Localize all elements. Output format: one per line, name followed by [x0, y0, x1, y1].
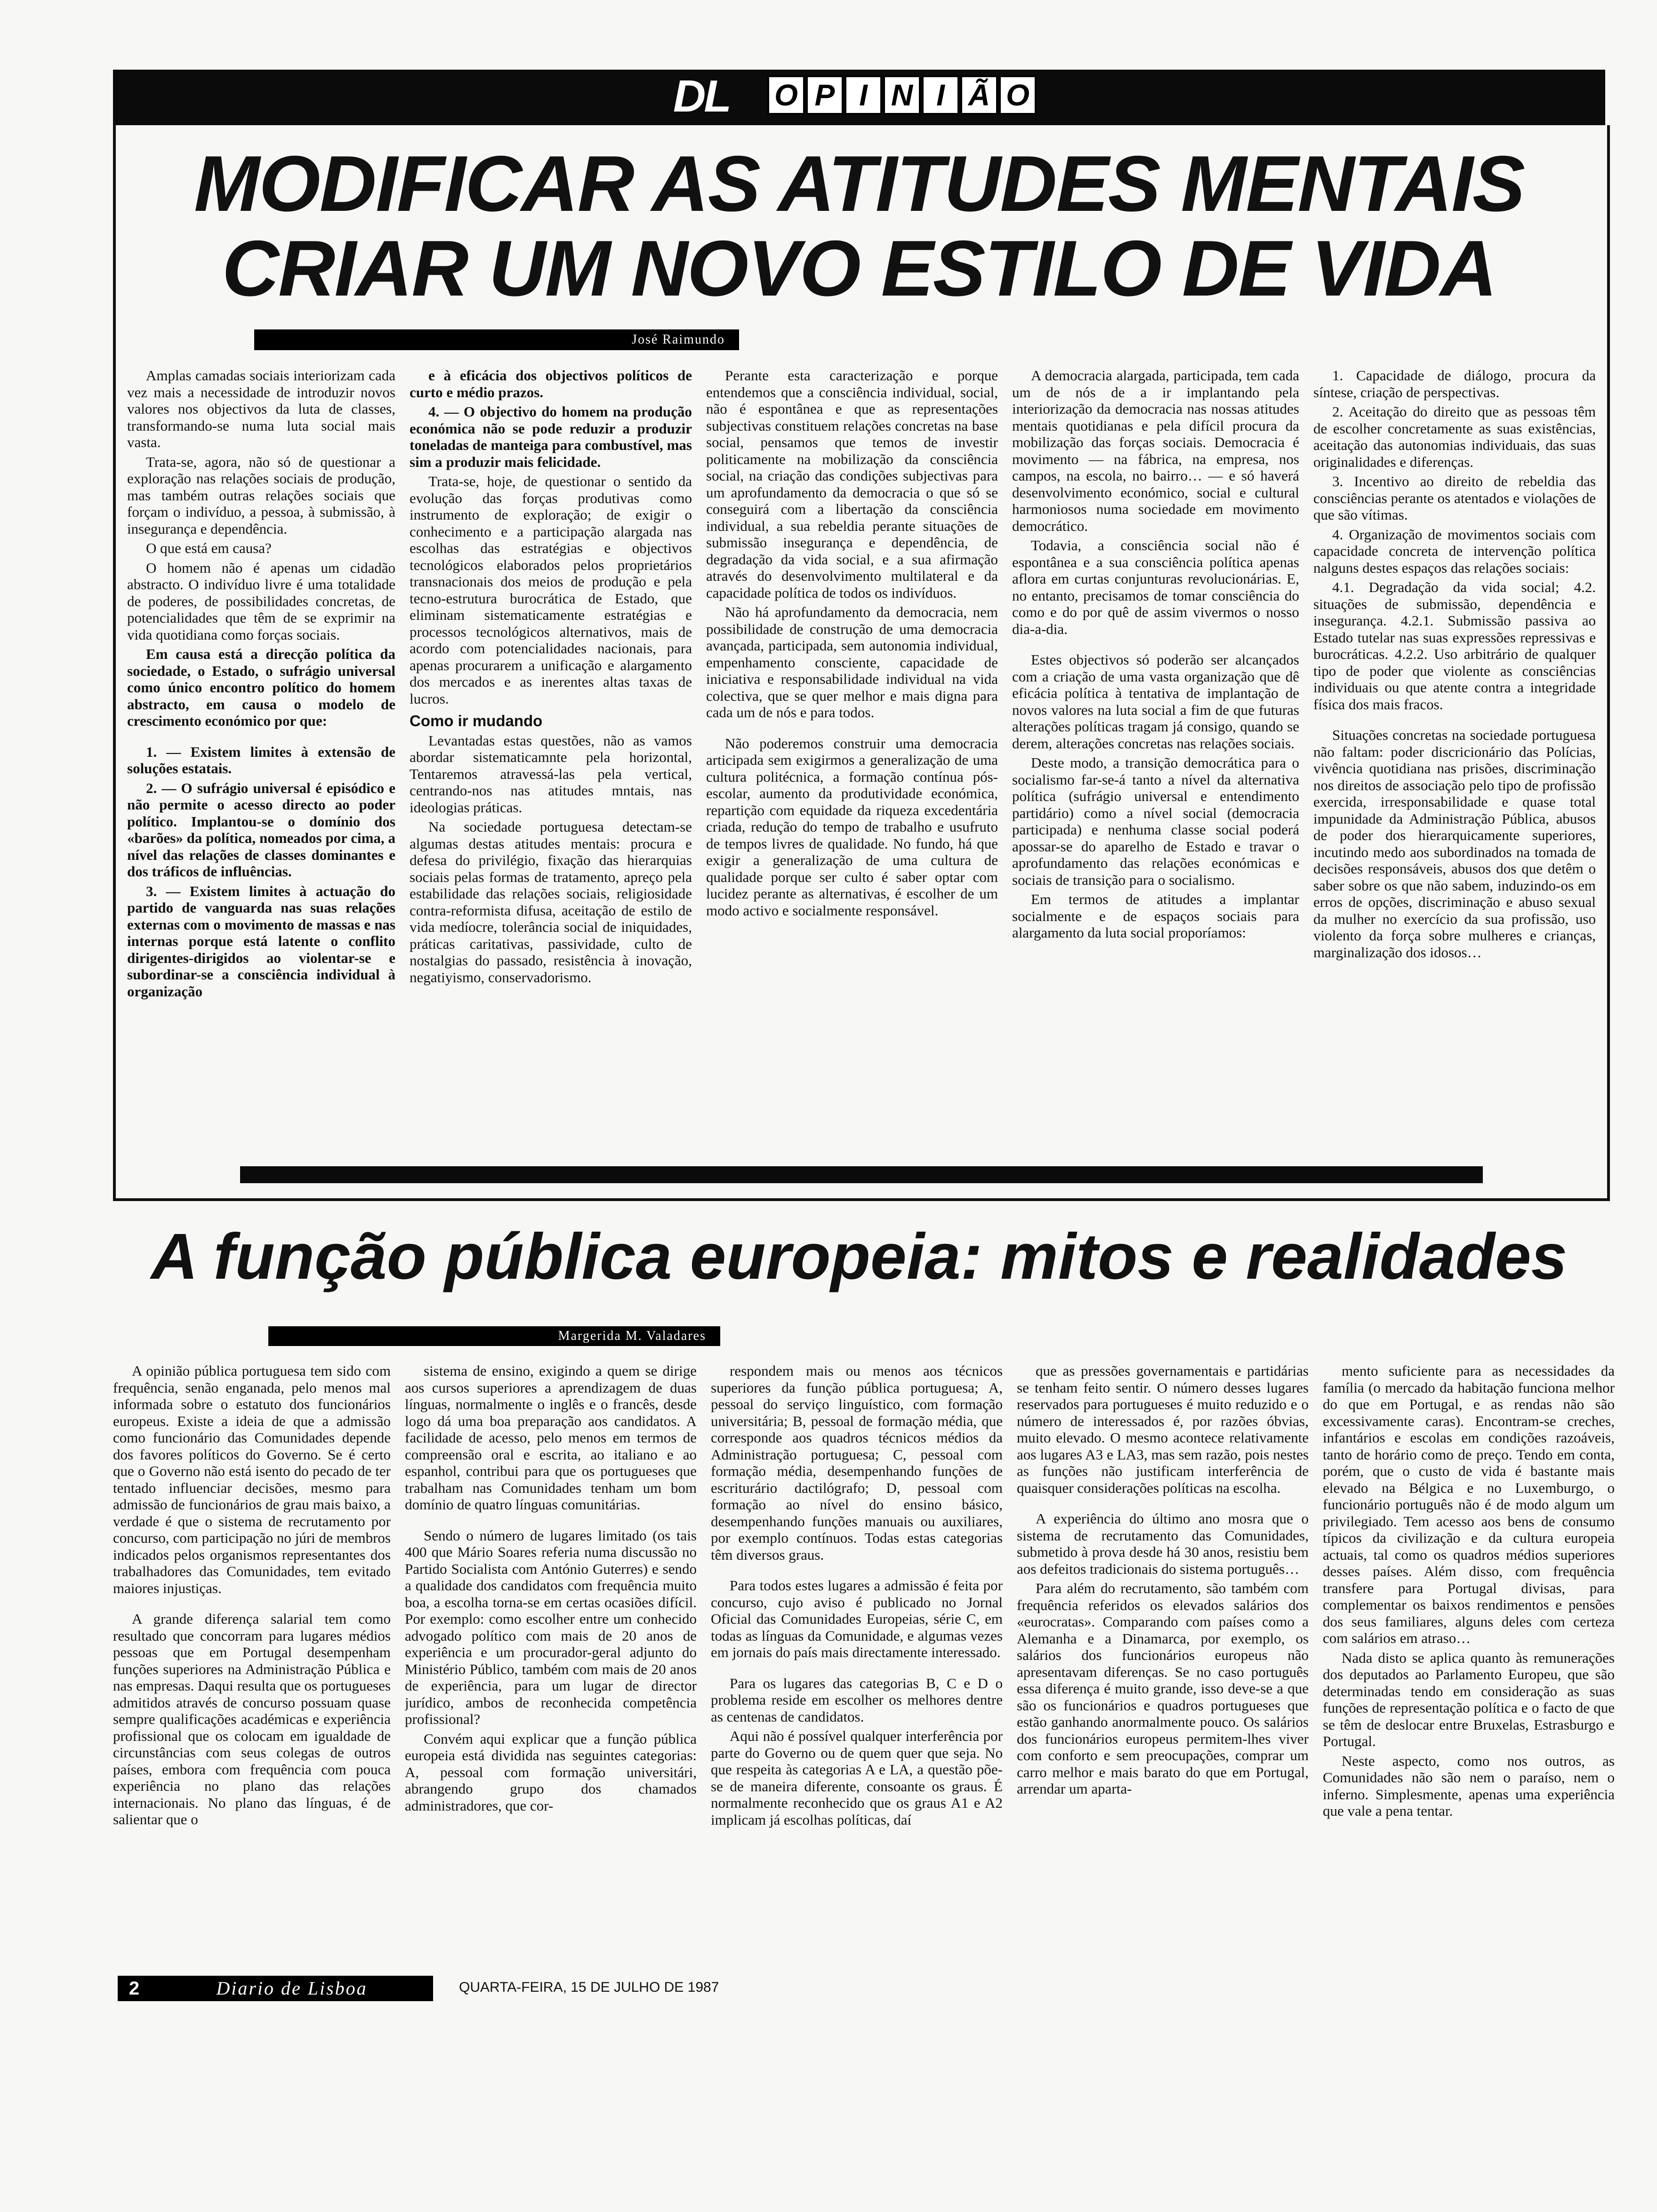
- masthead-logo: Diario de Lisboa: [151, 1976, 433, 2001]
- paragraph: Estes objectivos só poderão ser alcançados com a criação de uma vasta organização que dê eficácia política à tentativa de implantação de novos valores na luta social a fim de que futuras alterações políticas tragam já consigo, quando se derem, alterações concretas nas relações sociais.: [1012, 651, 1299, 752]
- paragraph: 2. — O sufrágio universal é episódico e não permite o acesso directo ao poder político. Implantou-se o domínio dos «barões» da política, nomeados por cima, a nível das relações de classes dominantes e dos tráficos de influências.: [127, 779, 395, 880]
- article-2-column-2: [405, 1362, 697, 1970]
- section-letter: I: [922, 75, 959, 115]
- paragraph: Para todos estes lugares a admissão é feita por concurso, cujo aviso é publicado no Jornal Oficial das Comunidades Europeias, série C, em todas as línguas da Comunidade, e algumas vezes em jornais do país mais directamente interessado.: [711, 1577, 1003, 1660]
- paragraph: Na sociedade portuguesa detectam-se algumas destas atitudes mentais: procura e defesa do privilégio, fixação das hierarquias sociais pelas formas de tratamento, apreço pela estabilidade das relações sociais, religiosidade contra-reformista difusa, aceitação de estilo de vida medíocre, tolerância social de iniquidades, práticas caritativas, passividade, culto de nostalgias do passado, resistência à inovação, negatiyismo, conservadorismo.: [410, 818, 692, 986]
- paragraph: A opinião pública portuguesa tem sido com frequência, senão enganada, pelo menos mal informada sobre o estatuto dos funcionários europeus. Existe a ideia de que a admissão como funcionário das Comunidades depende dos favores políticos do Governo. Se é certo que o Governo não está isento do pecado de ter tentado influenciar decisões, mesmo para admissão de funcionários de grau mais baixo, a verdade é que o sistema de recrutamento por concurso, com participação no júri de membros indicados pelos organismos representantes dos trabalhadores das Comunidades, tem evitado maiores injustiças.: [113, 1362, 391, 1596]
- paragraph: Aqui não é possível qualquer interferência por parte do Governo ou de quem quer que seja. No que respeita às categorias A e LA, a questão põe-se de maneira diferente, consoante os graus. É normalmente reconhecido que os graus A1 e A2 implicam já escolhas políticas, daí: [711, 1728, 1003, 1828]
- paragraph: Sendo o número de lugares limitado (os tais 400 que Mário Soares referia numa discussão no Partido Socialista com António Guterres) e sendo a qualidade dos candidatos com frequência muito boa, a escolha torna-se em certas ocasiões difícil. Por exemplo: como escolher entre um conhecido advogado político com mais de 20 anos de experiência e um procurador-geral adjunto do Ministério Público, também com mais de 20 anos de experiência, para um lugar de director jurídico, ambos de reconhecida competência profissional?: [405, 1527, 697, 1727]
- paragraph: Neste aspecto, como nos outros, as Comunidades não são nem o paraíso, nem o inferno. Simplesmente, apenas uma experiência que vale a pena tentar.: [1323, 1752, 1615, 1819]
- article-1-column-4: [1012, 367, 1299, 1177]
- section-letter: O: [767, 75, 805, 115]
- section-letter: Ã: [960, 75, 998, 115]
- article-1-headline-line-2: CRIAR UM NOVO ESTILO DE VIDA: [222, 224, 1496, 313]
- article-2-column-3: [711, 1362, 1003, 1970]
- paragraph: Perante esta caracterização e porque entendemos que a consciência individual, social, não é espontânea e que as representações subjectivas constituem relações concretas na base social, pensamos que temos de investir politicamente na mobilização da consciência social, na criação das condições subjectivas para um aprofundamento da democracia o que só se conseguirá com a libertação da consciência individual, a sua rebeldia perante situações de submissão insegurança e dependência, de degradação da vida social, e a sua afirmação através do desenvolvimento multilateral e da capacidade política de todos os indivíduos.: [706, 367, 998, 601]
- paragraph: 1. Capacidade de diálogo, procura da síntese, criação de perspectivas.: [1313, 367, 1596, 401]
- section-letter: I: [845, 75, 882, 115]
- paragraph: 4. Organização de movimentos sociais com capacidade concreta de intervenção política nalguns destes espaços das relações sociais:: [1313, 526, 1596, 576]
- section-letter: N: [883, 75, 921, 115]
- article-1-column-2: [410, 367, 692, 1177]
- section-divider-bar: [240, 1166, 1483, 1183]
- article-2-column-4: [1017, 1362, 1309, 1970]
- paragraph: A experiência do último ano mosra que o sistema de recrutamento das Comunidades, submetido à prova desde há 30 anos, resistiu bem aos defeitos tradicionais do sistema português…: [1017, 1510, 1309, 1577]
- paragraph: Deste modo, a transição democrática para o socialismo far-se-á tanto a nível da alternativa política (sufrágio universal e entendimento partidário) como a nível social (democracia participada) e nenhuma classe social poderá apossar-se do aparelho de Estado e travar o aprofundamento das relações económicas e sociais de transição para o socialismo.: [1012, 754, 1299, 888]
- article-2-column-1: [113, 1362, 391, 1970]
- article-2-column-5: [1323, 1362, 1615, 1970]
- publication-date: QUARTA-FEIRA, 15 DE JULHO DE 1987: [459, 1980, 719, 1995]
- paragraph: Amplas camadas sociais interiorizam cada vez mais a necessidade de introduzir novos valores nos objectivos da luta de classes, transformando-se numa luta social mais vasta.: [127, 367, 395, 450]
- paragraph: sistema de ensino, exigindo a quem se dirige aos cursos superiores a aprendizagem de duas línguas, normalmente o inglês e o francês, desde logo dá uma boa preparação aos candidatos. A facilidade de acesso, pelo menos em termos de compreensão oral e escrita, ao italiano e ao espanhol, contribui para que os portugueses que trabalham nas Comunidades tenham um bom domínio de quatro línguas comunitárias.: [405, 1362, 697, 1513]
- paragraph: 1. — Existem limites à extensão de soluções estatais.: [127, 743, 395, 777]
- paragraph: 4. — O objectivo do homem na produção económica não se pode reduzir a produzir toneladas de manteiga para combustível, mas sim a produzir mais felicidade.: [410, 403, 692, 470]
- paragraph: respondem mais ou menos aos técnicos superiores da função pública portuguesa; A, pessoal do serviço linguístico, com formação universitária; B, pessoal de formação média, que corresponde aos quadros técnicos médios da Administração portuguesa; C, pessoal com formação média, desempenhando funções de escriturário dactilógrafo; D, pessoal com formação ao nível do ensino básico, desempenhando funções manuais ou auxiliares, por exemplo contínuos. Todas estas categorias têm diversos graus.: [711, 1362, 1003, 1563]
- paragraph: Convém aqui explicar que a função pública europeia está dividida nas seguintes categorias: A, pessoal com formação universitári, abrangendo grupo dos chamados administradores, que cor-: [405, 1730, 697, 1814]
- paragraph: 3. — Existem limites à actuação do partido de vanguarda nas suas relações externas com o movimento de massas e nas internas porque está latente o conflito dirigentes-dirigidos ao violentar-se e subordinar-se a consciência individual à organização: [127, 882, 395, 1000]
- paragraph: Situações concretas na sociedade portuguesa não faltam: poder discricionário das Polícias, vivência quotidiana nas prisões, discriminação nos direitos de associação pelo tipo de profissão exercida, irresponsabilidade e quase total impunidade da Administração Pública, abusos de poder dos hierarquicamente superiores, incutindo medo aos subordinados na tomada de decisões responsáveis, abusos dos que detêm o saber sobre os que não sabem, induzindo-os em erros de opções, discriminação e abuso sexual da mulher no exercício da sua profissão, uso violento da força sobre mulheres e crianças, marginalização dos idosos…: [1313, 727, 1596, 961]
- section-letter: O: [999, 75, 1037, 115]
- paragraph: e à eficácia dos objectivos políticos de curto e médio prazos.: [410, 367, 692, 401]
- paragraph: Todavia, a consciência social não é espontânea e a sua consciência política apenas aflora em curtas conjunturas revolucionárias. E, no entanto, precisamos de tomar consciência do como e do por quê de assim vivermos o nosso dia-a-dia.: [1012, 537, 1299, 637]
- paragraph: Não há aprofundamento da democracia, nem possibilidade de construção de uma democracia avançada, participada, sem autonomia individual, empenhamento consciente, capacidade de iniciativa e responsabilidade individual na vida colectiva, que se quer melhor e mais digna para cada um de nós e para todos.: [706, 604, 998, 721]
- paragraph: 3. Incentivo ao direito de rebeldia das consciências perante os atentados e violações de que são vítimas.: [1313, 473, 1596, 523]
- section-letter: P: [806, 75, 844, 115]
- paragraph: Em termos de atitudes a implantar socialmente e de espaços sociais para alargamento da luta social proporíamos:: [1012, 891, 1299, 941]
- paragraph: Não poderemos construir uma democracia articipada sem exigirmos a generalização de uma cultura politécnica, a formação contínua pós-escolar, aumento da produtividade económica, repartição com equidade da riqueza excedentária criada, redução do tempo de trabalho e usufruto de tempos livres de qualidade. No fundo, há que exigir a generalização de uma cultura de qualidade porque ser culto é saber optar com lucidez perante as alternativas, é escolher de um modo activo e socialmente responsável.: [706, 735, 998, 919]
- article-1-byline: José Raimundo: [254, 329, 739, 350]
- paragraph: Em causa está a direcção política da sociedade, o Estado, o sufrágio universal como único encontro político do homem abstracto, em causa o modelo de crescimento económico por que:: [127, 646, 395, 729]
- article-1-column-3: [706, 367, 998, 1177]
- paragraph: Para além do recrutamento, são também com frequência referidos os elevados salários dos «eurocratas». Comparando com países como a Alemanha e a Dinamarca, por exemplo, os salários dos funcionários europeus não apresentavam diferenças. Se no caso português essa diferença é muito grande, isso deve-se a que são os funcionários e quadros portugueses que estão ganhando anormalmente pouco. Os salários dos funcionários europeus permitem-lhes viver com conforto e sem preocupações, comprar um carro melhor e mais barato do que em Portugal, arrendar um aparta-: [1017, 1580, 1309, 1797]
- paragraph: 4.1. Degradação da vida social; 4.2. situações de submissão, dependência e insegurança. 4.2.1. Submissão passiva ao Estado tutelar nas suas expressões repressivas e burocráticas. 4.2.2. Uso arbitrário de qualquer tipo de poder que violente as consciências individuais ou que atente contra a integridade física dos mais fracos.: [1313, 579, 1596, 713]
- article-1-column-1: [127, 367, 395, 1177]
- article-2-headline: A função pública europeia: mitos e realidades: [151, 1220, 1568, 1293]
- section-title-opiniao: [767, 75, 1038, 118]
- paragraph: Trata-se, hoje, de questionar o sentido da evolução das forças produtivas como instrumento de exploração; de exigir o conhecimento e a participação alargada nas escolhas das estratégias e objectivos tecnológicos elaborados pelos proprietários transnacionais dos meios de produção e pela tecno-estrutura burocrática de Estado, que eliminam sistematicamente estratégias e processos tecnológicos alternativos, mais de acordo com potencialidades nacionais, para apenas procurarem a unificação e alargamento dos mercados e as inerentes altas taxas de lucros.: [410, 473, 692, 707]
- paragraph: Nada disto se aplica quanto às remunerações dos deputados ao Parlamento Europeu, que são determinadas tendo em consideração as suas funções de representação política e o facto de que se têm de deslocar entre Bruxelas, Estrasburgo e Portugal.: [1323, 1649, 1615, 1749]
- paragraph: Trata-se, agora, não só de questionar a exploração nas relações sociais de produção, mas também outras relações sociais que forçam o indivíduo, a pessoa, à submissão, à insegurança e dependência.: [127, 453, 395, 537]
- paragraph: O homem não é apenas um cidadão abstracto. O indivíduo livre é uma totalidade de poderes, de possibilidades concretas, de potencialidades que têm de se exprimir na vida quotidiana como forças sociais.: [127, 559, 395, 643]
- paragraph: O que está em causa?: [146, 540, 272, 556]
- article-1-headline-line-1: MODIFICAR AS ATITUDES MENTAIS: [194, 139, 1524, 228]
- subheading: Como ir mudando: [410, 712, 543, 729]
- article-1-column-5: [1313, 367, 1596, 1177]
- paragraph: A democracia alargada, participada, tem cada um de nós de a ir implantando pela interiorização da democracia nas nossas atitudes mentais quotidianas e pela difícil procura da mobilização das forças sociais. Democracia é movimento — na fábrica, na empresa, nos campos, na escola, no bairro… — e só haverá desenvolvimento económico, social e cultural harmoniosos numa sociedade em movimento democrático.: [1012, 367, 1299, 534]
- paragraph: 2. Aceitação do direito que as pessoas têm de escolher concretamente as suas existências, aceitação das autonomias individuais, das suas originalidades e diferenças.: [1313, 403, 1596, 470]
- newspaper-logo: DL: [673, 71, 730, 121]
- paragraph: que as pressões governamentais e partidárias se tenham feito sentir. O número desses lugares reservados para portugueses é muito reduzido e o número de interessados é, por razões óbvias, muito elevado. O mesmo acontece relativamente aos lugares A3 e LA3, mas sem razão, pois nestes as funções não justificam interferência de quaisquer considerações políticas na escolha.: [1017, 1362, 1309, 1496]
- paragraph: Para os lugares das categorias B, C e D o problema reside em escolher os melhores dentre as centenas de candidatos.: [711, 1675, 1003, 1725]
- paragraph: A grande diferença salarial tem como resultado que concorram para lugares médios pessoas que em Portugal desempenham funções superiores na Administração Pública e nas empresas. Daqui resulta que os portugueses admitidos através de concurso possuam quase sempre qualificações académicas e experiência profissional que os colocam em igualdade de circunstâncias com seus colegas de outros países, embora com frequência com pouca experiência no plano das relações internacionais. No plano das línguas, é de salientar que o: [113, 1611, 391, 1827]
- page-number: 2: [118, 1976, 151, 2001]
- paragraph: mento suficiente para as necessidades da família (o mercado da habitação funciona melhor do que em Portugal, e as rendas não são excessivamente caras). Encontram-se creches, infantários e escolas em condições razoáveis, tanto de horário como de preço. Tendo em conta, porém, que o custo de vida é bastante mais elevado na Bélgica e no Luxemburgo, o funcionário português não é de modo algum um privilegiado. Tem acesso aos bens de consumo típicos da civilização e da cultura europeia actuais, tal como os quadros médios superiores desses países. Além disso, com frequência transfere para Portugal divisas, para complementar os baixos rendimentos e pensões dos seus familiares, alguns deles com certeza com salários em atraso…: [1323, 1362, 1615, 1646]
- paragraph: Levantadas estas questões, não as vamos abordar sistematicamnte pela horizontal, Tentaremos atravessá-las pela vertical, centrando-nos nas atitudes mntais, nas ideologias práticas.: [410, 732, 692, 816]
- article-2-byline: Margerida M. Valadares: [268, 1326, 720, 1346]
